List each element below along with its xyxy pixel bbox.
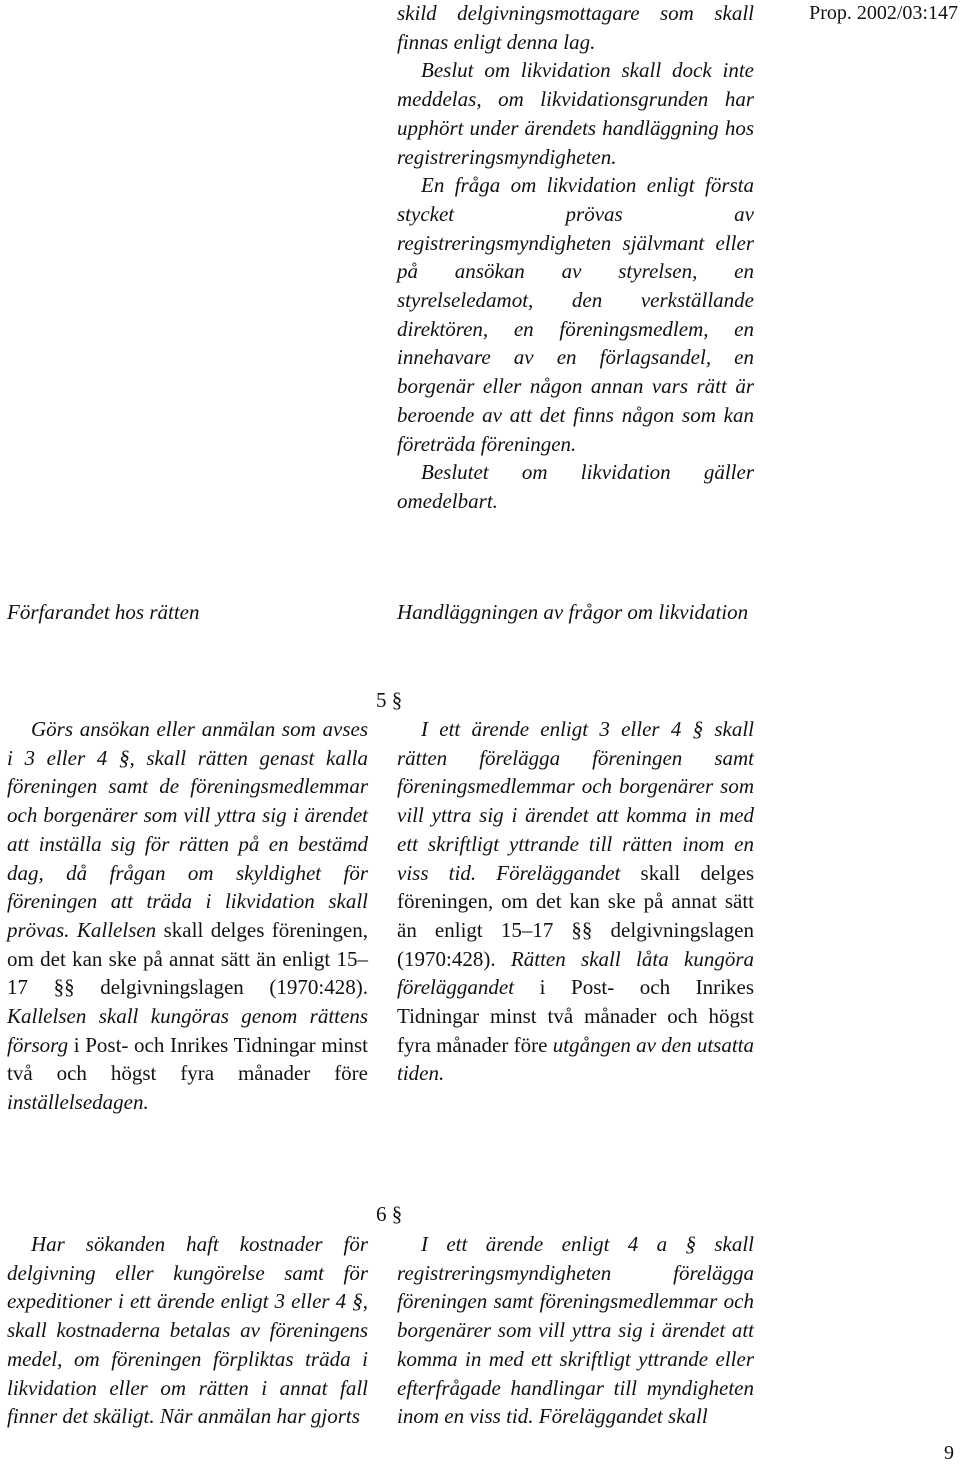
paragraph: Görs ansökan eller anmälan som avses i 3 eller 4 §, skall rätten genast kalla föreningen samt de föreningsmedlemmar och borgenärer som vill yttra sig i ärendet att inställa sig för rätten på en bestämd dag, då frågan om skyldighet för föreningen att träda i likvidation skall prövas. Kallelsen skall delges föreningen, om det kan ske på annat sätt än enligt 15–17 §§ delgivningslagen (1970:428). Kallelsen skall kungöras genom rättens försorg i Post- och Inrikes Tidningar minst två och högst fyra månader före inställelsedagen. xyxy=(7,717,369,1115)
paragraph: skild delgivningsmottagare som skall finnas enligt denna lag. xyxy=(397,1,754,54)
section-6-right-text xyxy=(397,1230,754,1431)
paragraph: En fråga om likvidation enligt första stycket prövas av registreringsmyndigheten självmant eller på ansökan av styrelsen, en styrelseledamot, den verkställande direktören, en föreningsmedlem, en innehavare av en förlagsandel, en borgenär eller någon annan vars rätt är beroende av att det finns någon som kan företräda föreningen. xyxy=(397,173,754,456)
section-number-6: 6 § xyxy=(376,1202,403,1226)
paragraph: Beslutet om likvidation gäller omedelbart. xyxy=(397,460,754,513)
page-number: 9 xyxy=(944,1442,954,1464)
heading-right: Handläggningen av frågor om likvidation xyxy=(397,600,749,624)
section-5-left-text xyxy=(7,715,368,1117)
heading-left: Förfarandet hos rätten xyxy=(7,600,200,624)
section-number-5: 5 § xyxy=(376,688,403,712)
paragraph: I ett ärende enligt 4 a § skall registreringsmyndigheten förelägga föreningen samt föreningsmedlemmar och borgenärer som vill yttra sig i ärendet att komma in med ett skriftligt yttrande eller efterfrågade handlingar till myndigheten inom en viss tid. Föreläggandet skall xyxy=(397,1232,754,1429)
proposition-reference: Prop. 2002/03:147 xyxy=(809,2,958,24)
paragraph: I ett ärende enligt 3 eller 4 § skall rätten förelägga föreningen samt föreningsmedlemmar och borgenärer som vill yttra sig i ärendet att komma in med ett skriftligt yttrande till rätten inom en viss tid. Föreläggandet skall delges föreningen, om det kan ske på annat sätt än enligt 15–17 §§ delgivningslagen (1970:428). Rätten skall låta kungöra föreläggandet i Post- och Inrikes Tidningar minst två månader och högst fyra månader före utgången av den utsatta tiden. xyxy=(397,717,755,1086)
section-6-left-text xyxy=(7,1230,368,1431)
top-right-column xyxy=(397,0,754,516)
paragraph: Beslut om likvidation skall dock inte meddelas, om likvidationsgrunden har upphört under ärendets handläggning hos registreringsmyndigheten. xyxy=(397,58,754,169)
paragraph: Har sökanden haft kostnader för delgivning eller kungörelse samt för expeditioner i ett ärende enligt 3 eller 4 §, skall kostnaderna betalas av föreningens medel, om föreningen förpliktas träda i likvidation eller om rätten i annat fall finner det skäligt. När anmälan har gjorts xyxy=(7,1232,368,1429)
section-5-right-text xyxy=(397,715,754,1088)
